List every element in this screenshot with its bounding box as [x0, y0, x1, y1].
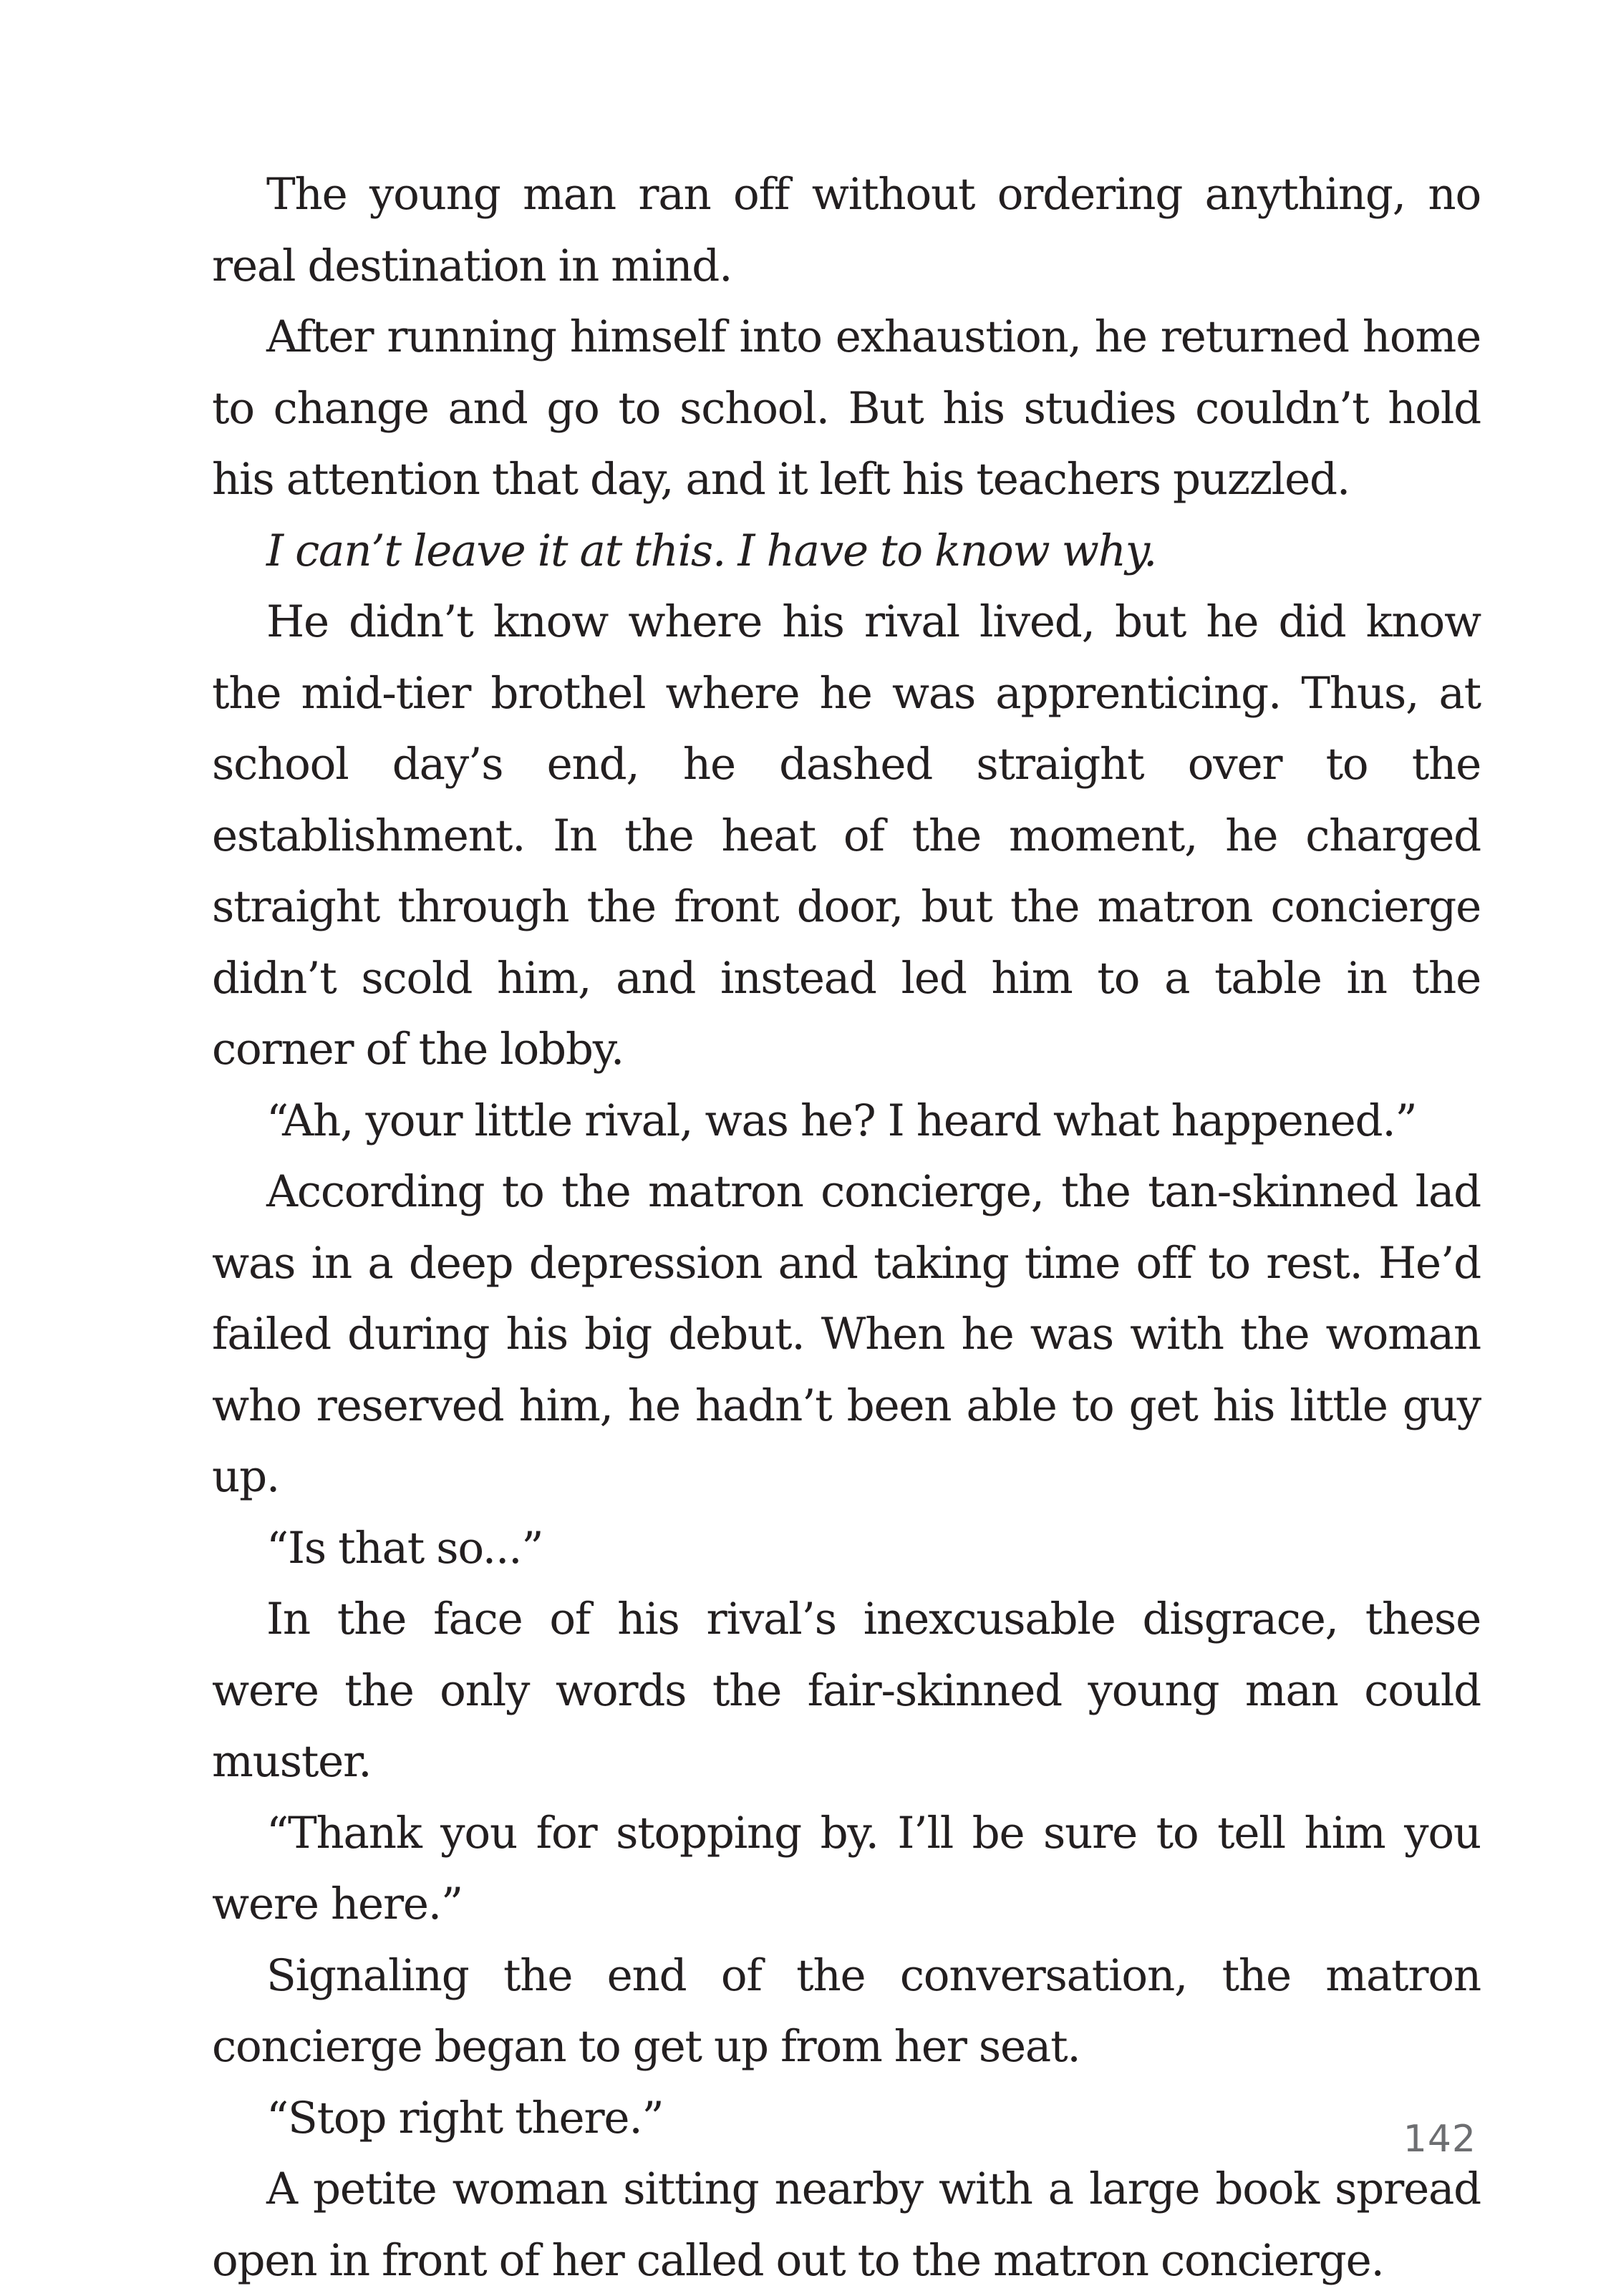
- page-number: 142: [1403, 2118, 1476, 2161]
- paragraph-9-dialogue: “Thank you for stopping by. I’ll be sure to tell him you were here.”: [212, 1807, 1481, 1929]
- paragraph-1: The young man ran off without ordering anything, no real destination in mind.: [212, 169, 1481, 291]
- paragraph-10: Signaling the end of the conversation, the matron concierge began to get up from her seat.: [212, 1949, 1481, 2072]
- paragraph-6: According to the matron concierge, the tan-skinned lad was in a deep depression and taking time off to rest. He’d failed during his big debut. When he was with the woman who reserved him, he hadn’t been able to get his little guy up.: [212, 1166, 1481, 1502]
- paragraph-7-dialogue: “Is that so...”: [266, 1522, 543, 1574]
- paragraph-12: A petite woman sitting nearby with a large book spread open in front of her called out to the matron concierge.: [212, 2164, 1481, 2286]
- paragraph-8: In the face of his rival’s inexcusable disgrace, these were the only words the fair-skinned young man could muster.: [212, 1594, 1481, 1787]
- body-text: [212, 159, 1481, 2296]
- paragraph-11-dialogue: “Stop right there.”: [266, 2092, 664, 2144]
- paragraph-3-italic-thought: I can’t leave it at this. I have to know why.: [266, 525, 1157, 576]
- paragraph-5-dialogue: “Ah, your little rival, was he? I heard what happened.”: [266, 1095, 1417, 1146]
- paragraph-4: He didn’t know where his rival lived, but he did know the mid-tier brothel where he was apprenticing. Thus, at school day’s end, he dashed straight over to the establishment. In the heat of the moment, he charged straight through the front door, but the matron concierge didn’t scold him, and instead led him to a table in the corner of the lobby.: [212, 596, 1481, 1075]
- paragraph-2: After running himself into exhaustion, he returned home to change and go to school. But his studies couldn’t hold his attention that day, and it left his teachers puzzled.: [212, 311, 1481, 505]
